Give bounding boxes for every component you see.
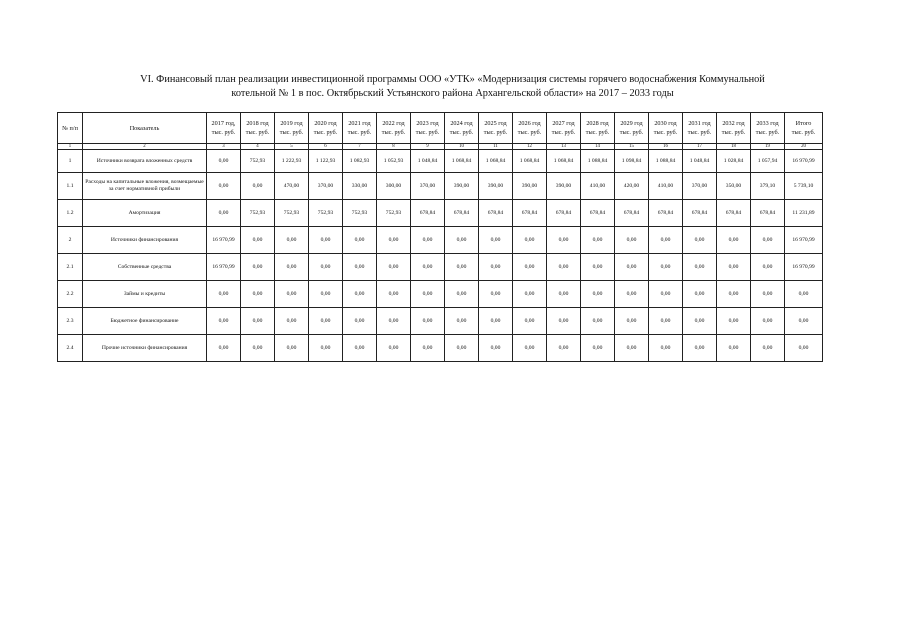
header-indicator: Показатель [83,113,207,144]
row-value: 0,00 [377,308,411,335]
header-year-unit: тыс. руб. [415,129,440,136]
row-value: 0,00 [343,254,377,281]
row-value: 1 068,84 [513,150,547,173]
row-number: 2.4 [58,335,83,362]
row-value: 0,00 [479,308,513,335]
header-year-unit: тыс. руб. [653,129,678,136]
row-value: 0,00 [751,227,785,254]
row-value: 0,00 [547,281,581,308]
row-value: 0,00 [479,335,513,362]
row-value: 390,00 [445,173,479,200]
row-value: 678,84 [649,200,683,227]
row-value: 0,00 [751,308,785,335]
header-year-label: 2018 год [246,120,269,127]
title-line-2: котельной № 1 в пос. Октябрьский Устьянского района Архангельской области» на 2017 – 2033 годы [231,87,674,99]
row-value: 1 068,84 [479,150,513,173]
row-value: 678,84 [411,200,445,227]
row-value: 0,00 [683,308,717,335]
header-year-unit: тыс. руб. [211,129,236,136]
header-year [445,113,479,144]
row-value: 1 122,93 [309,150,343,173]
header-year-unit: тыс. руб. [619,129,644,136]
row-value: 1 052,93 [377,150,411,173]
header-year [241,113,275,144]
header-year [309,113,343,144]
row-value: 0,00 [717,227,751,254]
row-value: 0,00 [309,281,343,308]
row-value: 0,00 [547,254,581,281]
row-value: 0,00 [275,308,309,335]
row-value: 420,00 [615,173,649,200]
row-value: 0,00 [479,281,513,308]
row-value: 370,00 [411,173,445,200]
table-row [58,335,823,362]
header-total-label: Итого [795,120,812,127]
row-value: 0,00 [547,335,581,362]
row-value: 0,00 [581,335,615,362]
column-number: 4 [241,144,275,150]
row-value: 0,00 [275,335,309,362]
row-value: 410,00 [581,173,615,200]
table-header-row [58,113,823,144]
row-value: 678,84 [751,200,785,227]
row-value: 0,00 [275,281,309,308]
row-value: 1 028,84 [717,150,751,173]
column-number: 19 [751,144,785,150]
row-value: 0,00 [411,281,445,308]
header-year-label: 2022 год [382,120,405,127]
header-year [717,113,751,144]
row-value: 0,00 [241,335,275,362]
row-value: 370,00 [309,173,343,200]
row-value: 390,00 [479,173,513,200]
column-number: 15 [615,144,649,150]
row-value: 0,00 [649,254,683,281]
row-value: 0,00 [615,308,649,335]
row-indicator: Собственные средства [83,254,207,281]
row-value: 0,00 [411,227,445,254]
table-row [58,227,823,254]
row-value: 0,00 [207,308,241,335]
row-value: 0,00 [547,227,581,254]
header-year-label: 2021 год [348,120,371,127]
table-row [58,200,823,227]
row-value: 678,84 [513,200,547,227]
header-year-unit: тыс. руб. [381,129,406,136]
row-value: 390,00 [513,173,547,200]
row-number: 2.2 [58,281,83,308]
row-value: 1 048,84 [683,150,717,173]
row-value: 470,00 [275,173,309,200]
row-value: 0,00 [343,281,377,308]
row-value: 390,00 [547,173,581,200]
row-indicator: Амортизация [83,200,207,227]
row-value: 678,84 [445,200,479,227]
row-value: 379,10 [751,173,785,200]
row-value: 0,00 [207,335,241,362]
row-number: 1.1 [58,173,83,200]
row-value: 0,00 [717,254,751,281]
row-value: 0,00 [241,173,275,200]
header-year-unit: тыс. руб. [687,129,712,136]
header-year-unit: тыс. руб. [551,129,576,136]
header-year-unit: тыс. руб. [347,129,372,136]
header-year [377,113,411,144]
header-year [751,113,785,144]
row-value: 0,00 [683,254,717,281]
column-number: 20 [785,144,823,150]
header-total [785,113,823,144]
row-value: 0,00 [207,150,241,173]
column-number: 18 [717,144,751,150]
header-year-label: 2020 год [314,120,337,127]
row-value: 0,00 [309,308,343,335]
header-year [343,113,377,144]
row-indicator: Прочие источники финансирования [83,335,207,362]
title-line-1: VI. Финансовый план реализации инвестиционной программы ООО «УТК» «Модернизация системы горячего водоснабжения Коммунальной [140,74,765,85]
row-value: 0,00 [241,308,275,335]
row-value: 0,00 [717,335,751,362]
row-value: 1 222,93 [275,150,309,173]
row-indicator: Бюджетное финансирование [83,308,207,335]
row-value: 0,00 [377,335,411,362]
row-total: 16 970,99 [785,254,823,281]
row-value: 0,00 [445,254,479,281]
row-value: 0,00 [241,227,275,254]
row-value: 0,00 [751,281,785,308]
column-number: 5 [275,144,309,150]
header-year-label: 2017 год, [211,120,236,127]
row-value: 370,00 [683,173,717,200]
row-value: 0,00 [615,254,649,281]
column-number: 10 [445,144,479,150]
row-value: 0,00 [343,308,377,335]
column-number: 1 [58,144,83,150]
header-year-label: 2033 год [756,120,779,127]
row-value: 0,00 [615,281,649,308]
row-value: 1 068,84 [547,150,581,173]
row-number: 2.3 [58,308,83,335]
row-value: 1 068,84 [445,150,479,173]
row-value: 1 048,84 [411,150,445,173]
header-year [581,113,615,144]
row-value: 678,84 [683,200,717,227]
row-number: 2.1 [58,254,83,281]
row-value: 0,00 [309,227,343,254]
header-year-label: 2023 год [416,120,439,127]
column-number: 7 [343,144,377,150]
column-number: 2 [83,144,207,150]
row-value: 1 098,84 [615,150,649,173]
row-value: 752,93 [343,200,377,227]
header-year [547,113,581,144]
header-year-unit: тыс. руб. [585,129,610,136]
row-value: 752,93 [241,200,275,227]
table-row [58,150,823,173]
row-value: 0,00 [207,200,241,227]
header-year [615,113,649,144]
header-year-label: 2026 год [518,120,541,127]
column-number: 9 [411,144,445,150]
header-year-unit: тыс. руб. [721,129,746,136]
column-number: 6 [309,144,343,150]
row-indicator: Источники финансирования [83,227,207,254]
row-value: 0,00 [207,281,241,308]
row-value: 0,00 [751,254,785,281]
row-value: 0,00 [445,281,479,308]
row-value: 0,00 [411,335,445,362]
row-value: 0,00 [649,281,683,308]
row-value: 0,00 [343,335,377,362]
row-total: 16 970,99 [785,150,823,173]
table-row [58,308,823,335]
column-number: 13 [547,144,581,150]
header-year-label: 2028 год [586,120,609,127]
row-value: 752,93 [241,150,275,173]
row-total: 5 739,10 [785,173,823,200]
row-total: 0,00 [785,281,823,308]
row-value: 0,00 [275,227,309,254]
header-number: № п/п [58,113,83,144]
row-value: 0,00 [513,308,547,335]
row-value: 0,00 [581,308,615,335]
header-year-label: 2025 год [484,120,507,127]
row-value: 300,00 [377,173,411,200]
row-value: 0,00 [207,173,241,200]
document-title [60,73,845,100]
row-value: 678,84 [717,200,751,227]
row-value: 16 970,99 [207,254,241,281]
row-value: 752,93 [377,200,411,227]
row-indicator: Источники возврата вложенных средств [83,150,207,173]
row-total: 0,00 [785,335,823,362]
row-value: 0,00 [343,227,377,254]
row-value: 0,00 [683,227,717,254]
row-value: 0,00 [275,254,309,281]
header-year-label: 2031 год [688,120,711,127]
row-value: 0,00 [649,308,683,335]
row-number: 2 [58,227,83,254]
row-value: 0,00 [445,227,479,254]
row-value: 0,00 [513,227,547,254]
row-total: 16 970,99 [785,227,823,254]
row-value: 0,00 [513,281,547,308]
header-year-unit: тыс. руб. [483,129,508,136]
header-year-unit: тыс. руб. [449,129,474,136]
header-year-label: 2027 год [552,120,575,127]
row-value: 678,84 [615,200,649,227]
table-row [58,173,823,200]
row-value: 752,93 [309,200,343,227]
header-year-unit: тыс. руб. [755,129,780,136]
header-year-unit: тыс. руб. [279,129,304,136]
column-number: 14 [581,144,615,150]
header-year-label: 2032 год [722,120,745,127]
row-value: 0,00 [377,227,411,254]
table-row [58,281,823,308]
row-value: 0,00 [649,227,683,254]
row-value: 0,00 [683,281,717,308]
header-year-unit: тыс. руб. [517,129,542,136]
row-value: 0,00 [479,254,513,281]
row-value: 0,00 [615,227,649,254]
row-value: 0,00 [377,281,411,308]
header-year [275,113,309,144]
table-row [58,254,823,281]
row-value: 1 057,94 [751,150,785,173]
column-number: 8 [377,144,411,150]
header-year-label: 2024 год [450,120,473,127]
row-value: 0,00 [241,254,275,281]
row-value: 0,00 [309,335,343,362]
row-value: 0,00 [445,335,479,362]
row-value: 678,84 [479,200,513,227]
header-year-label: 2029 год [620,120,643,127]
header-total-unit: тыс. руб. [791,129,816,136]
row-value: 330,00 [343,173,377,200]
row-value: 0,00 [581,281,615,308]
header-year-unit: тыс. руб. [245,129,270,136]
row-value: 0,00 [649,335,683,362]
row-value: 0,00 [581,254,615,281]
row-value: 1 082,93 [343,150,377,173]
column-number: 17 [683,144,717,150]
row-indicator: Расходы на капитальные вложения, возмещаемые за счет нормативной прибыли [83,173,207,200]
row-value: 0,00 [513,335,547,362]
row-value: 0,00 [241,281,275,308]
row-value: 0,00 [581,227,615,254]
column-number: 3 [207,144,241,150]
row-value: 1 088,84 [649,150,683,173]
row-value: 1 088,84 [581,150,615,173]
row-number: 1.2 [58,200,83,227]
row-number: 1 [58,150,83,173]
header-year [513,113,547,144]
header-year [649,113,683,144]
row-total: 11 231,89 [785,200,823,227]
row-value: 678,84 [547,200,581,227]
row-indicator: Займы и кредиты [83,281,207,308]
row-value: 0,00 [411,254,445,281]
row-value: 0,00 [683,335,717,362]
row-value: 0,00 [751,335,785,362]
row-value: 350,00 [717,173,751,200]
column-number: 12 [513,144,547,150]
header-year-label: 2030 год [654,120,677,127]
header-year [207,113,241,144]
financial-plan-table [57,112,823,362]
header-year-label: 2019 год [280,120,303,127]
row-value: 0,00 [717,308,751,335]
table-body [58,150,823,362]
row-value: 0,00 [479,227,513,254]
column-number: 16 [649,144,683,150]
row-value: 0,00 [547,308,581,335]
row-value: 0,00 [377,254,411,281]
header-year [683,113,717,144]
row-value: 0,00 [615,335,649,362]
header-year [411,113,445,144]
row-value: 0,00 [513,254,547,281]
column-number: 11 [479,144,513,150]
row-value: 0,00 [717,281,751,308]
row-value: 752,93 [275,200,309,227]
row-value: 0,00 [309,254,343,281]
row-value: 0,00 [445,308,479,335]
header-year-unit: тыс. руб. [313,129,338,136]
row-value: 410,00 [649,173,683,200]
row-value: 0,00 [411,308,445,335]
row-value: 678,84 [581,200,615,227]
row-total: 0,00 [785,308,823,335]
row-value: 16 970,99 [207,227,241,254]
header-year [479,113,513,144]
